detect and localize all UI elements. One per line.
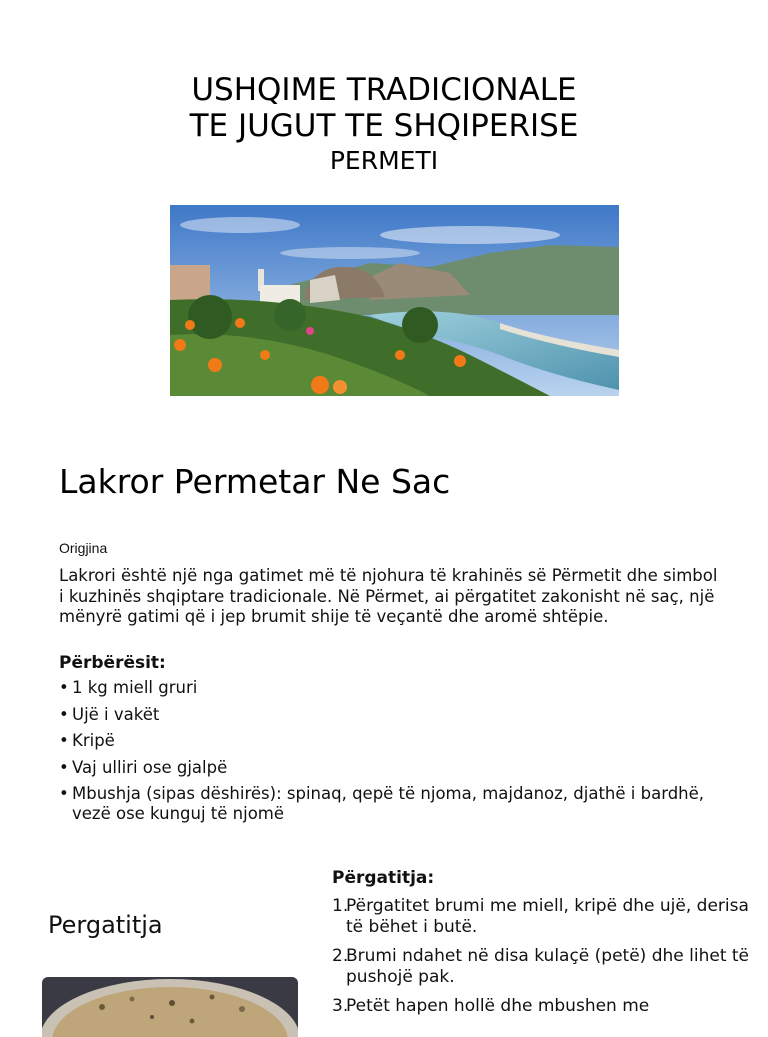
preparation-step bbox=[332, 996, 762, 1017]
step-number: 1. bbox=[332, 896, 349, 916]
ingredient-item: • Vaj ulliri ose gjalpë bbox=[59, 758, 739, 778]
step-number: 3. bbox=[332, 996, 349, 1016]
step-text: Brumi ndahet në disa kulaçë (petë) dhe lihet të pushojë pak. bbox=[346, 946, 750, 987]
step-text: Përgatitet brumi me miell, kripë dhe ujë, derisa të bëhet i butë. bbox=[346, 896, 749, 937]
title-line-1: USHQIME TRADICIONALE bbox=[191, 72, 577, 108]
landscape-photo bbox=[170, 205, 619, 396]
ingredient-item: • Ujë i vakët bbox=[59, 705, 739, 725]
intro-paragraph: Lakrori është një nga gatimet më të njohura të krahinës së Përmetit dhe simbol i kuzhinës shqiptare tradicionale. Në Përmet, ai përgatitet zakonisht në saç, një mënyrë gatimi që i jep brumit shije të veçantë dhe aromë shtëpie. bbox=[59, 566, 718, 626]
preparation-step bbox=[332, 896, 762, 937]
landscape-photo-illustration bbox=[170, 205, 619, 396]
ingredient-item: • 1 kg miell gruri bbox=[59, 678, 739, 698]
title-line-2: TE JUGUT TE SHQIPERISE bbox=[189, 108, 579, 144]
ingredients-heading: Përbërësit: bbox=[59, 653, 166, 673]
step-number: 2. bbox=[332, 946, 349, 966]
origin-label: Origjina bbox=[59, 540, 108, 556]
preparation-step bbox=[332, 946, 762, 987]
preparation-heading: Përgatitja: bbox=[332, 868, 435, 888]
title-subtitle: PERMETI bbox=[329, 146, 439, 175]
ingredient-item: • Mbushja (sipas dëshirës): spinaq, qepë të njoma, majdanoz, djathë i bardhë, vezë ose kunguj të njomë bbox=[59, 784, 739, 824]
ingredients-list bbox=[59, 678, 739, 831]
lakror-photo bbox=[42, 977, 298, 1037]
lakror-photo-illustration bbox=[42, 977, 298, 1037]
ingredient-item: • Kripë bbox=[59, 731, 739, 751]
section-title: Lakror Permetar Ne Sac bbox=[59, 462, 451, 501]
step-text: Petët hapen hollë dhe mbushen me bbox=[346, 996, 650, 1016]
preparation-side-title: Pergatitja bbox=[48, 911, 163, 939]
preparation-steps bbox=[332, 896, 762, 1026]
